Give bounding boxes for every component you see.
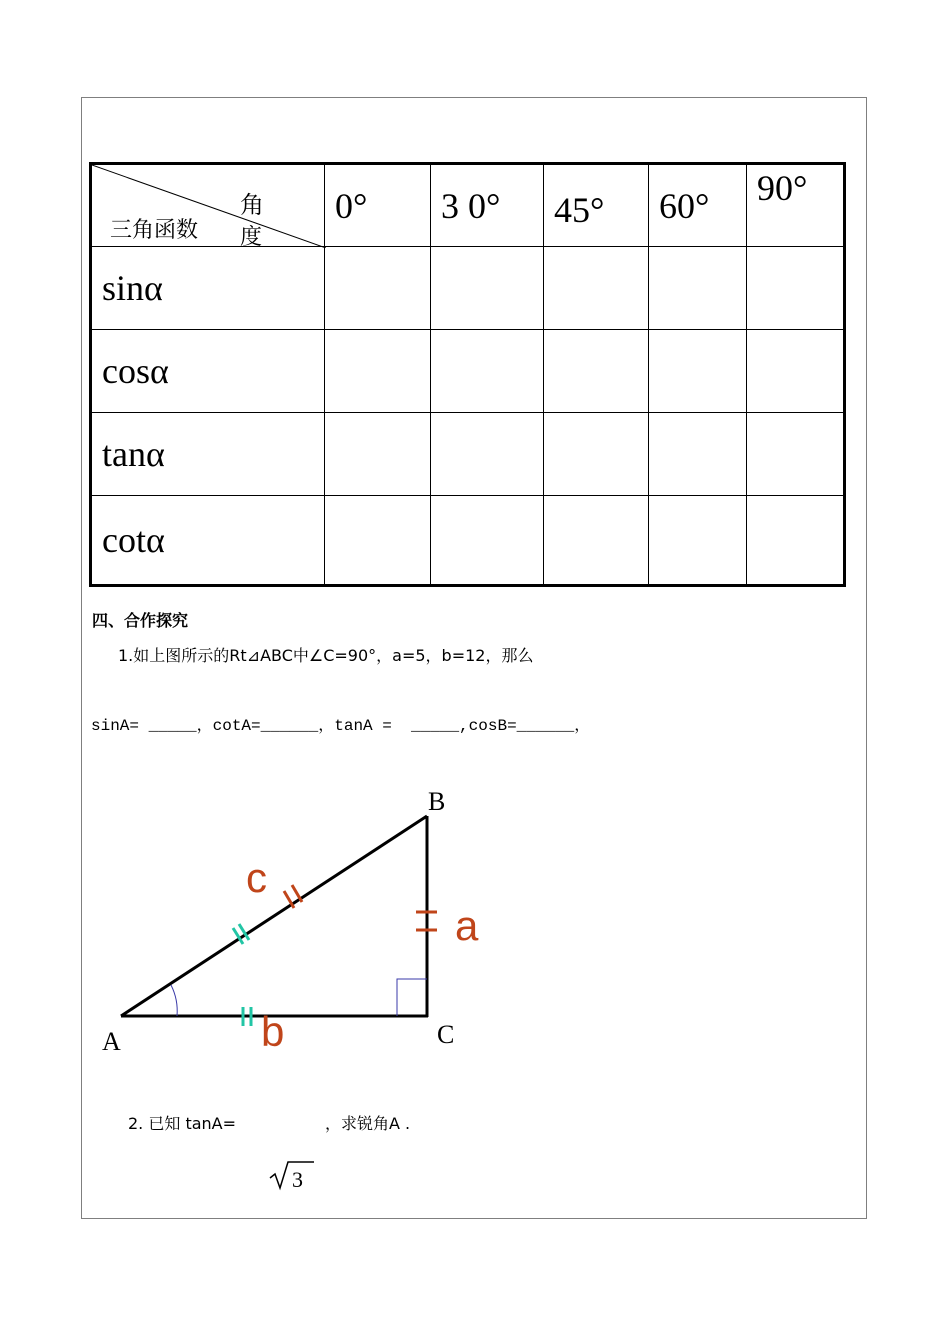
- section-heading: 四、合作探究: [92, 611, 189, 630]
- trig-value-table: [89, 162, 846, 587]
- question-1: 1.如上图所示的Rt⊿ABC中∠C=90°，a=5，b=12，那么: [118, 646, 534, 665]
- value-cell: [649, 330, 747, 413]
- value-cell: [747, 247, 845, 330]
- vertex-c-label: C: [437, 1020, 455, 1049]
- value-cell: [431, 330, 544, 413]
- value-cell: [431, 247, 544, 330]
- value-cell: [649, 496, 747, 586]
- table-row: [91, 247, 845, 330]
- right-triangle-diagram: [95, 780, 515, 1060]
- right-angle-marker: [397, 979, 427, 1016]
- vertex-a-label: A: [102, 1027, 121, 1056]
- angle-header-45: 45°: [544, 164, 649, 247]
- angle-a-arc: [171, 985, 177, 1016]
- question-2-suffix: ，求锐角A .: [325, 1114, 411, 1133]
- value-cell: [747, 330, 845, 413]
- table-row: [91, 496, 845, 586]
- value-cell: [544, 496, 649, 586]
- table-row: [91, 413, 845, 496]
- value-cell: [544, 330, 649, 413]
- function-sin: sinα: [91, 247, 325, 330]
- angle-header-30: 3 0°: [431, 164, 544, 247]
- side-b-label: b: [261, 1008, 285, 1055]
- table-row: [91, 330, 845, 413]
- value-cell: [544, 247, 649, 330]
- question-1-blanks: sinA= _____，cotA=______，tanA = _____,cosB=______，: [91, 717, 591, 735]
- angle-header-90: 90°: [747, 164, 845, 247]
- question-2-prefix: 2. 已知 tanA=: [128, 1114, 237, 1133]
- function-tan: tanα: [91, 413, 325, 496]
- value-cell: [325, 413, 431, 496]
- vertex-b-label: B: [428, 787, 446, 816]
- value-cell: [431, 413, 544, 496]
- table-corner-cell: [91, 164, 325, 250]
- corner-top-label: 角: [240, 191, 264, 219]
- value-cell: [544, 413, 649, 496]
- corner-bottom-label: 度: [240, 225, 263, 250]
- sqrt-radicand: 3: [292, 1167, 303, 1192]
- value-cell: [325, 247, 431, 330]
- value-cell: [431, 496, 544, 586]
- value-cell: [325, 330, 431, 413]
- angle-header-60: 60°: [649, 164, 747, 247]
- side-c-line: [121, 816, 427, 1016]
- value-cell: [747, 413, 845, 496]
- value-cell: [747, 496, 845, 586]
- value-cell: [649, 413, 747, 496]
- sqrt-expression: [268, 1158, 318, 1194]
- corner-function-label: 三角函数: [110, 218, 199, 243]
- angle-header-0: 0°: [325, 164, 431, 247]
- value-cell: [325, 496, 431, 586]
- value-cell: [649, 247, 747, 330]
- side-a-label: a: [455, 902, 479, 949]
- side-c-label: c: [246, 854, 267, 901]
- function-cos: cosα: [91, 330, 325, 413]
- function-cot: cotα: [91, 496, 325, 586]
